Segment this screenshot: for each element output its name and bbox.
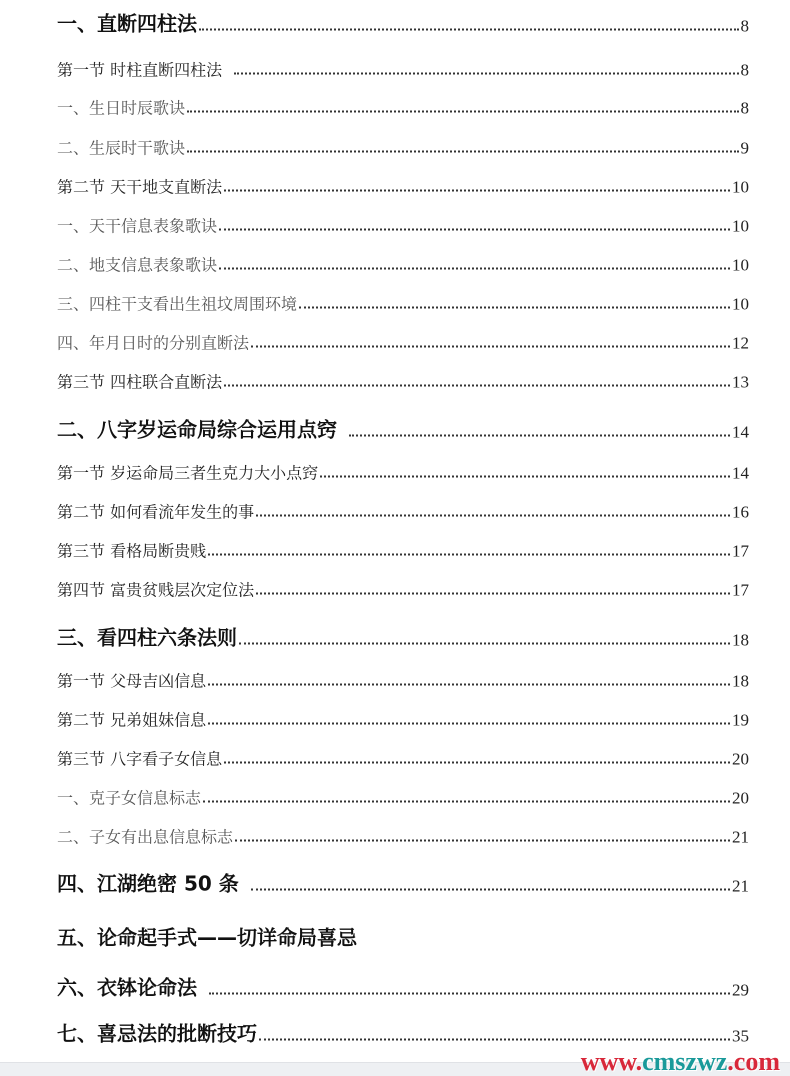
toc-entry-page: 13 [732, 372, 749, 392]
toc-entry-page: 20 [732, 788, 749, 808]
dot-leader [224, 190, 730, 192]
toc-entry-page: 10 [732, 294, 749, 314]
dot-leader [208, 554, 730, 556]
toc-entry-page: 10 [732, 255, 749, 275]
dot-leader [209, 993, 730, 995]
toc-entry-page: 35 [732, 1026, 749, 1046]
toc-entry[interactable] [57, 622, 749, 651]
toc-entry[interactable] [57, 922, 749, 951]
toc-entry[interactable] [57, 669, 749, 692]
dot-leader [219, 229, 730, 231]
dot-leader [224, 762, 730, 764]
toc-entry-title: 第二节 兄弟姐妹信息 [57, 710, 207, 730]
dot-leader [199, 29, 739, 31]
toc-entry-page: 29 [732, 980, 749, 1000]
toc-entry[interactable] [57, 461, 749, 484]
toc-entry-page: 8 [740, 60, 749, 80]
toc-entry-title: 二、地支信息表象歌诀 [57, 255, 218, 275]
toc-entry-title: 七、喜忌法的批断技巧 [57, 1021, 257, 1046]
toc-entry-page: 16 [732, 502, 749, 522]
toc-entry-title: 第三节 看格局断贵贱 [57, 541, 207, 561]
toc-entry-page: 12 [732, 333, 749, 353]
toc-entry-title: 第一节 时柱直断四柱法 [57, 60, 223, 80]
watermark-middle: cmszwz [642, 1047, 728, 1076]
toc-entry[interactable] [57, 578, 749, 601]
toc-entry[interactable] [57, 786, 749, 809]
dot-leader [224, 385, 730, 387]
toc-entry-title: 六、衣钵论命法 [57, 975, 197, 1000]
dot-leader [299, 307, 730, 309]
toc-entry-title: 二、子女有出息信息标志 [57, 827, 234, 847]
toc-entry-page: 19 [732, 710, 749, 730]
toc-entry-title: 一、生日时辰歌诀 [57, 98, 186, 118]
toc-entry[interactable] [57, 1018, 749, 1047]
toc-entry[interactable] [57, 539, 749, 562]
dot-leader [208, 723, 730, 725]
dot-leader [239, 643, 730, 645]
toc-entry-title: 四、江湖绝密 50 条 [57, 871, 239, 896]
toc-entry[interactable] [57, 500, 749, 523]
toc-entry-page: 14 [732, 463, 749, 483]
dot-leader [256, 593, 730, 595]
dot-leader [187, 151, 738, 153]
toc-entry-title: 五、论命起手式——切详命局喜忌 [57, 925, 357, 950]
dot-leader [187, 111, 738, 113]
toc-entry-title: 一、克子女信息标志 [57, 788, 202, 808]
watermark-suffix: .com [727, 1047, 780, 1076]
toc-entry-title: 第二节 天干地支直断法 [57, 177, 223, 197]
toc-entry[interactable] [57, 214, 749, 237]
toc-entry[interactable] [57, 58, 749, 81]
toc-entry-page: 10 [732, 177, 749, 197]
toc-entry-title: 三、四柱干支看出生祖坟周围环境 [57, 294, 298, 314]
toc-entry-title: 第四节 富贵贫贱层次定位法 [57, 580, 255, 600]
dot-leader [259, 1039, 730, 1041]
toc-entry-page: 21 [732, 876, 749, 896]
toc-entry-page: 18 [732, 630, 749, 650]
toc-entry[interactable] [57, 253, 749, 276]
toc-entry[interactable] [57, 825, 749, 848]
toc-entry-title: 第一节 岁运命局三者生克力大小点窍 [57, 463, 319, 483]
toc-entry-page: 18 [732, 671, 749, 691]
dot-leader [320, 476, 730, 478]
watermark [580, 1047, 780, 1076]
toc-entry-title: 第一节 父母吉凶信息 [57, 671, 207, 691]
toc-entry-title: 第三节 八字看子女信息 [57, 749, 223, 769]
watermark-prefix: www. [580, 1047, 643, 1076]
toc-entry-title: 三、看四柱六条法则 [57, 625, 237, 650]
dot-leader [251, 889, 730, 891]
toc-entry-page: 8 [740, 16, 749, 36]
toc-entry[interactable] [57, 747, 749, 770]
toc-entry-title: 二、八字岁运命局综合运用点窍 [57, 417, 337, 442]
toc-entry[interactable] [57, 708, 749, 731]
toc-entry-title: 二、生辰时干歌诀 [57, 138, 186, 158]
toc-entry-page: 9 [740, 138, 749, 158]
toc-entry-title: 第三节 四柱联合直断法 [57, 372, 223, 392]
toc-entry[interactable] [57, 136, 749, 159]
toc-entry-page: 10 [732, 216, 749, 236]
toc-entry[interactable] [57, 96, 749, 119]
toc-entry[interactable] [57, 370, 749, 393]
dot-leader [235, 840, 730, 842]
toc-entry[interactable] [57, 331, 749, 354]
toc-entry[interactable] [57, 8, 749, 37]
toc-entry-page: 17 [732, 580, 749, 600]
dot-leader [256, 515, 730, 517]
dot-leader [234, 73, 738, 75]
toc-entry-page: 17 [732, 541, 749, 561]
toc-entry[interactable] [57, 972, 749, 1001]
dot-leader [349, 435, 730, 437]
toc-entry-title: 一、天干信息表象歌诀 [57, 216, 218, 236]
toc-entry-title: 一、直断四柱法 [57, 11, 197, 36]
dot-leader [208, 684, 730, 686]
dot-leader [219, 268, 730, 270]
toc-entry-page: 14 [732, 422, 749, 442]
toc-entry-title: 第二节 如何看流年发生的事 [57, 502, 255, 522]
toc-entry-page: 20 [732, 749, 749, 769]
toc-entry[interactable] [57, 414, 749, 443]
toc-entry-page: 21 [732, 827, 749, 847]
toc-entry[interactable] [57, 175, 749, 198]
dot-leader [203, 801, 730, 803]
dot-leader [251, 346, 730, 348]
toc-entry[interactable] [57, 292, 749, 315]
toc-entry-title: 四、年月日时的分别直断法 [57, 333, 250, 353]
toc-entry-page: 8 [740, 98, 749, 118]
toc-entry[interactable] [57, 868, 749, 897]
